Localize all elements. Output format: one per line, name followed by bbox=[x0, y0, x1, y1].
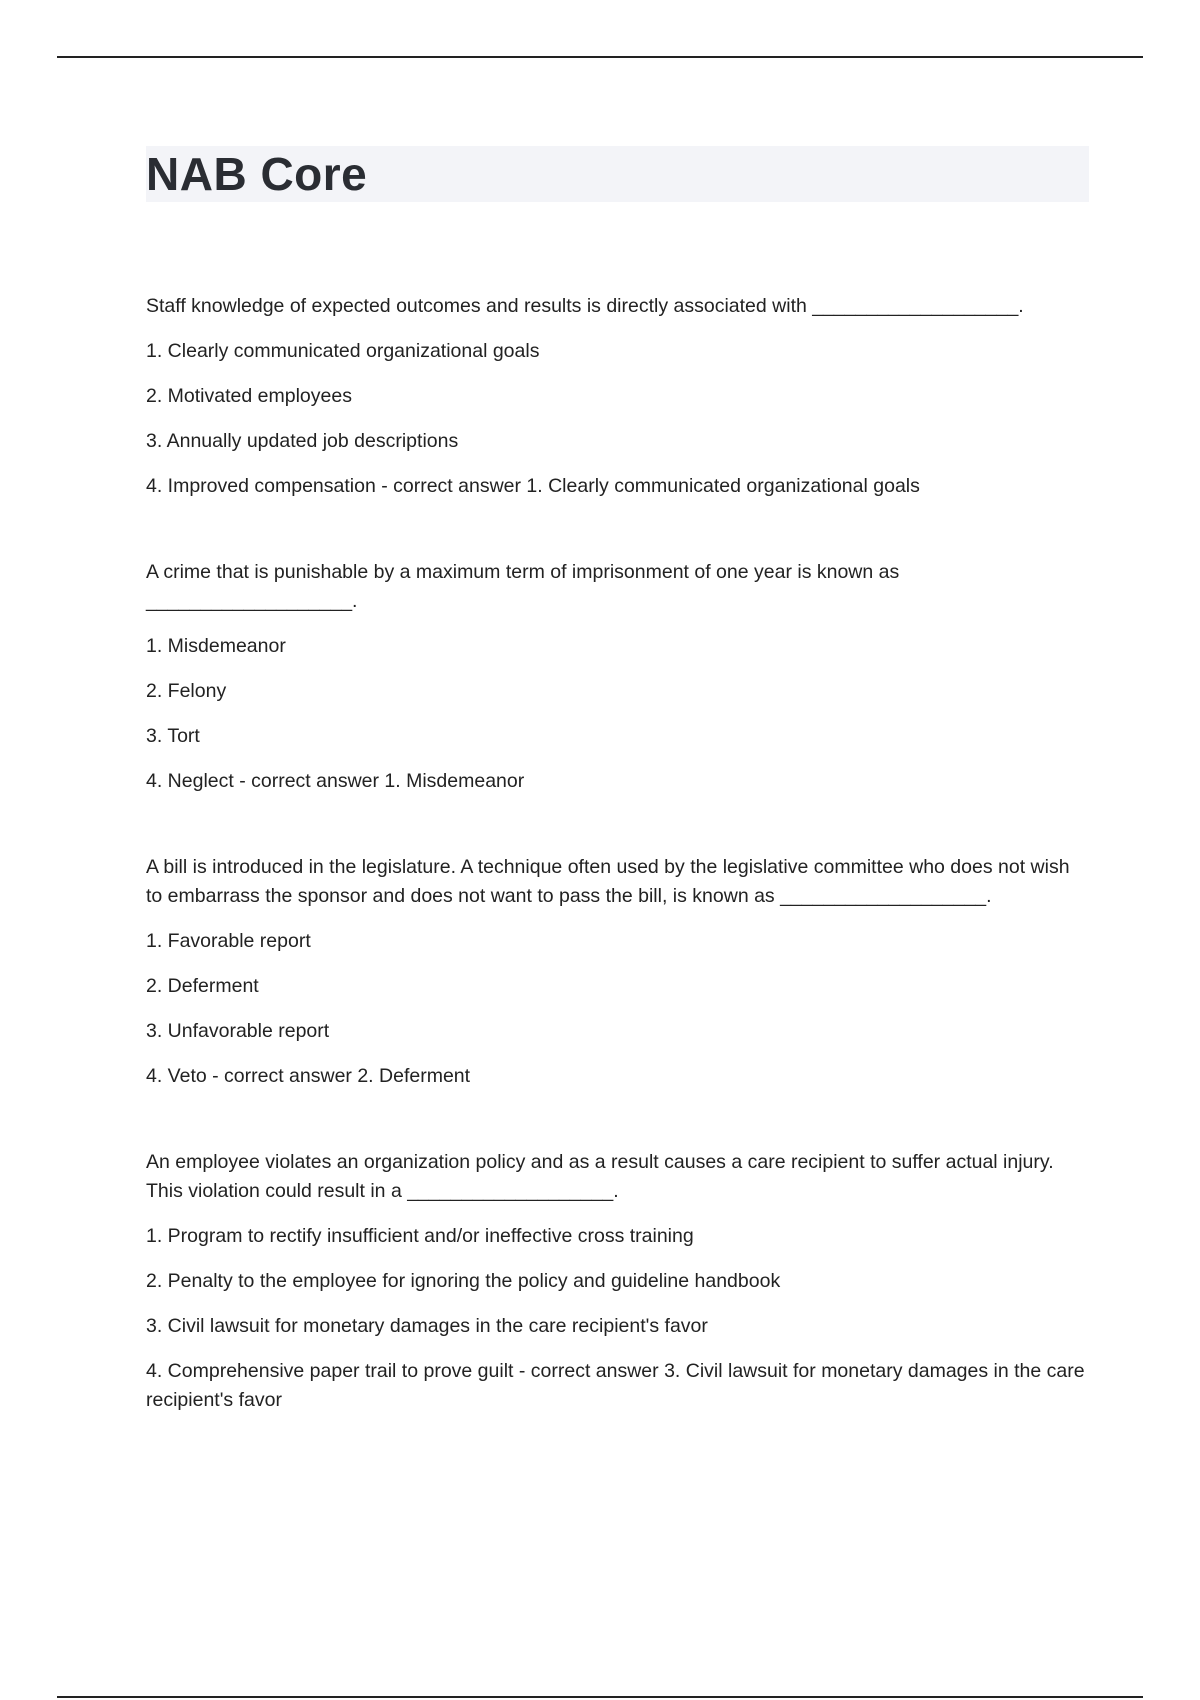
answer-option-with-correct-answer: 4. Improved compensation - correct answer 1. Clearly communicated organizational goals bbox=[146, 475, 920, 497]
document-body bbox=[146, 292, 1086, 1472]
answer-option: 1. Program to rectify insufficient and/or ineffective cross training bbox=[146, 1225, 694, 1247]
question-text: A bill is introduced in the legislature. A technique often used by the legislative committee who does not wish to embarrass the sponsor and does not want to pass the bill, is known as ___________________. bbox=[146, 856, 1070, 907]
question-block-4 bbox=[146, 1148, 1086, 1415]
answer-option: 1. Clearly communicated organizational goals bbox=[146, 340, 540, 362]
answer-option-with-correct-answer: 4. Neglect - correct answer 1. Misdemeanor bbox=[146, 770, 525, 792]
answer-option-with-correct-answer: 4. Veto - correct answer 2. Deferment bbox=[146, 1065, 471, 1087]
question-text: Staff knowledge of expected outcomes and results is directly associated with ___________________. bbox=[146, 295, 1024, 317]
answer-option: 3. Tort bbox=[146, 725, 200, 747]
answer-option: 3. Unfavorable report bbox=[146, 1020, 330, 1042]
answer-option: 2. Deferment bbox=[146, 975, 259, 997]
answer-option: 1. Misdemeanor bbox=[146, 635, 286, 657]
question-block-2 bbox=[146, 558, 1086, 796]
question-block-1 bbox=[146, 292, 1086, 501]
answer-option: 3. Annually updated job descriptions bbox=[146, 430, 459, 452]
answer-option: 2. Penalty to the employee for ignoring the policy and guideline handbook bbox=[146, 1270, 781, 1292]
answer-option-with-correct-answer: 4. Comprehensive paper trail to prove guilt - correct answer 3. Civil lawsuit for monetary damages in the care recipient's favor bbox=[146, 1360, 1085, 1411]
answer-option: 2. Motivated employees bbox=[146, 385, 352, 407]
answer-option: 3. Civil lawsuit for monetary damages in the care recipient's favor bbox=[146, 1315, 708, 1337]
question-text: An employee violates an organization policy and as a result causes a care recipient to suffer actual injury. This violation could result in a ___________________. bbox=[146, 1151, 1054, 1202]
question-text: A crime that is punishable by a maximum term of imprisonment of one year is known as ___________________. bbox=[146, 561, 900, 612]
page-title: NAB Core bbox=[146, 148, 368, 200]
top-divider bbox=[57, 56, 1143, 58]
answer-option: 2. Felony bbox=[146, 680, 227, 702]
answer-option: 1. Favorable report bbox=[146, 930, 311, 952]
bottom-divider bbox=[57, 1696, 1143, 1698]
question-block-3 bbox=[146, 853, 1086, 1091]
